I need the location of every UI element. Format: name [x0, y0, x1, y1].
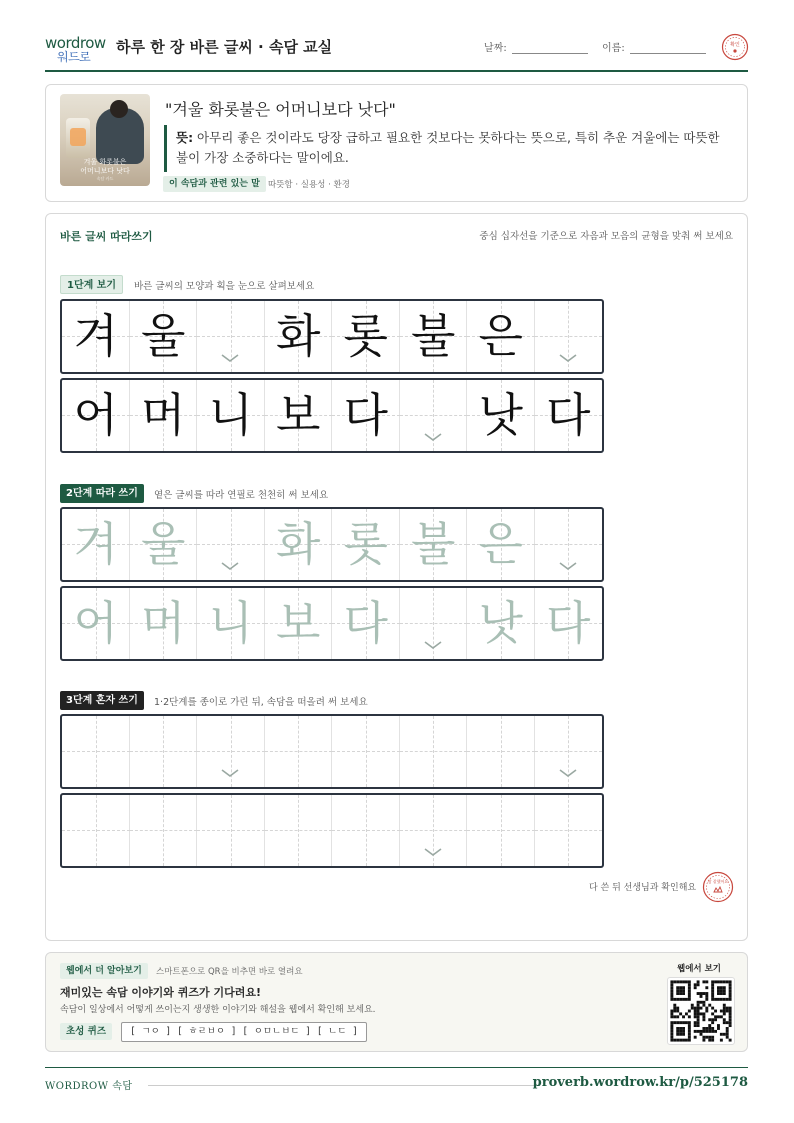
grid-cell[interactable]: [467, 716, 535, 787]
name-label: 이름:: [602, 43, 625, 54]
grid-cell[interactable]: [400, 795, 468, 866]
practice-hint: 중심 십자선을 기준으로 자음과 모음의 균형을 맞춰 써 보세요: [479, 231, 733, 242]
grid-cell[interactable]: [62, 716, 130, 787]
grid-cell: [197, 301, 265, 372]
promo-hint: 스마트폰으로 QR을 비추면 바로 열려요: [156, 967, 303, 977]
model-character: 겨: [73, 309, 118, 363]
proverb-text: "겨울 화롯불은 어머니보다 낫다": [165, 100, 396, 119]
page-title: 하루 한 장 바른 글씨 · 속담 교실: [116, 38, 333, 56]
grid-cell[interactable]: [400, 509, 468, 580]
grid-cell[interactable]: [400, 588, 468, 659]
space-mark-icon: [559, 561, 577, 571]
trace-character: 울: [141, 517, 186, 571]
illustration-subcaption: 속담 카드: [96, 176, 114, 181]
heater-glow: [70, 128, 86, 146]
trace-character: 롯: [343, 517, 388, 571]
step2-row-1[interactable]: [60, 507, 604, 582]
grid-cell[interactable]: [265, 509, 333, 580]
trace-character: 겨: [73, 517, 118, 571]
grid-cell[interactable]: [265, 716, 333, 787]
grid-cell[interactable]: [130, 795, 198, 866]
space-mark-icon: [221, 768, 239, 778]
footer-brand: WORDROW 속담: [45, 1081, 133, 1092]
step2-desc: 옅은 글씨를 따라 연필로 천천히 써 보세요: [154, 490, 329, 501]
grid-cell[interactable]: [62, 509, 130, 580]
model-character: 니: [208, 388, 253, 442]
logo-korean: 워드로: [57, 50, 91, 64]
grid-cell: [197, 380, 265, 451]
related-tags: 따뜻함 · 실용성 · 환경: [268, 180, 350, 190]
grid-cell[interactable]: [535, 716, 603, 787]
step2-label: 2단계 따라 쓰기: [60, 484, 144, 503]
grid-cell[interactable]: [467, 588, 535, 659]
model-character: 롯: [343, 309, 388, 363]
model-character: 보: [276, 388, 321, 442]
web-promo-box: [45, 952, 748, 1052]
space-mark-icon: [559, 353, 577, 363]
model-character: 낫: [478, 388, 523, 442]
trace-character: 보: [276, 596, 321, 650]
grid-cell[interactable]: [197, 716, 265, 787]
quiz-label: 초성 퀴즈: [60, 1023, 112, 1040]
proverb-card: [45, 84, 748, 202]
step3-row-1[interactable]: [60, 714, 604, 789]
step3-row-2[interactable]: [60, 793, 604, 868]
trace-character: 니: [208, 596, 253, 650]
page-footer: [45, 1067, 748, 1097]
meaning-accent-bar: [164, 125, 167, 172]
grid-cell: [535, 301, 603, 372]
model-character: 다: [343, 388, 388, 442]
trace-character: 다: [343, 596, 388, 650]
meaning-label: 뜻:: [176, 130, 194, 145]
model-character: 은: [478, 309, 523, 363]
step1-row-1: [60, 299, 604, 374]
grid-cell: [332, 380, 400, 451]
grid-cell[interactable]: [197, 509, 265, 580]
grid-cell[interactable]: [197, 588, 265, 659]
meaning-block: [176, 128, 731, 168]
qr-code-icon[interactable]: [667, 977, 735, 1045]
related-label: 이 속담과 관련 있는 말: [163, 176, 266, 192]
name-field[interactable]: [630, 53, 706, 54]
grid-cell[interactable]: [332, 588, 400, 659]
grid-cell[interactable]: [332, 795, 400, 866]
grid-cell: [130, 301, 198, 372]
grid-cell[interactable]: [197, 795, 265, 866]
stamp-bottom-text: 참 잘했어요: [707, 879, 729, 884]
grid-cell[interactable]: [130, 509, 198, 580]
grid-cell[interactable]: [535, 509, 603, 580]
trace-character: 화: [276, 517, 321, 571]
grid-cell: [332, 301, 400, 372]
person-head: [110, 100, 128, 118]
date-label: 날짜:: [484, 43, 507, 54]
practice-title: 바른 글씨 따라쓰기: [60, 230, 153, 243]
grid-cell: [265, 301, 333, 372]
model-character: 머: [141, 388, 186, 442]
step3-desc: 1·2단계를 종이로 가린 뒤, 속담을 떠올려 써 보세요: [154, 697, 368, 708]
grid-cell[interactable]: [467, 509, 535, 580]
stamp-top-text: 확인: [730, 42, 740, 48]
grid-cell[interactable]: [62, 795, 130, 866]
space-mark-icon: [221, 353, 239, 363]
chosung-quiz: [ ㄱㅇ ] [ ㅎㄹㅂㅇ ] [ ㅇㅁㄴㅂㄷ ] [ ㄴㄷ ]: [121, 1022, 367, 1042]
promo-title: 재미있는 속담 이야기와 퀴즈가 기다려요!: [60, 986, 261, 999]
grid-cell: [400, 301, 468, 372]
space-mark-icon: [424, 432, 442, 442]
footer-url[interactable]: proverb.wordrow.kr/p/525178: [532, 1075, 748, 1090]
grid-cell[interactable]: [130, 716, 198, 787]
step1-label: 1단계 보기: [60, 275, 123, 294]
step1-desc: 바른 글씨의 모양과 획을 눈으로 살펴보세요: [134, 281, 315, 292]
grid-cell: [467, 380, 535, 451]
step2-row-2[interactable]: [60, 586, 604, 661]
grid-cell[interactable]: [535, 795, 603, 866]
logo-latin: wordrow: [45, 34, 106, 52]
meaning-text: 아무리 좋은 것이라도 당장 급하고 필요한 것보다는 못하다는 뜻으로, 특히 추운 겨울에는 따뜻한 불이 가장 소중하다는 말이에요.: [176, 130, 720, 165]
step3-label: 3단계 혼자 쓰기: [60, 691, 144, 710]
teacher-check-note: 다 쓴 뒤 선생님과 확인해요: [589, 883, 697, 893]
wordrow-logo: [45, 34, 107, 62]
grid-cell: [400, 380, 468, 451]
illustration-caption-text: 겨울 화롯불은 어머니보다 낫다: [80, 158, 130, 175]
grid-cell[interactable]: [332, 716, 400, 787]
promo-desc: 속담이 일상에서 어떻게 쓰이는지 생생한 이야기와 해설을 웹에서 확인해 보세요.: [60, 1005, 376, 1015]
web-view-label: 웹에서 보기: [677, 964, 722, 974]
page-header: [45, 28, 748, 72]
promo-badge: 웹에서 더 알아보기: [60, 963, 148, 979]
grid-cell: [467, 301, 535, 372]
trace-character: 다: [546, 596, 591, 650]
grid-cell[interactable]: [265, 588, 333, 659]
grid-cell: [265, 380, 333, 451]
space-mark-icon: [221, 561, 239, 571]
space-mark-icon: [424, 847, 442, 857]
model-character: 다: [546, 388, 591, 442]
grid-cell[interactable]: [400, 716, 468, 787]
model-character: 불: [411, 309, 456, 363]
grid-cell[interactable]: [332, 509, 400, 580]
space-mark-icon: [559, 768, 577, 778]
good-job-stamp-icon: [702, 871, 734, 903]
trace-character: 머: [141, 596, 186, 650]
date-field[interactable]: [512, 53, 588, 54]
grid-cell: [130, 380, 198, 451]
trace-character: 불: [411, 517, 456, 571]
footer-divider: [148, 1085, 540, 1086]
grid-cell: [535, 380, 603, 451]
trace-character: 어: [73, 596, 118, 650]
grid-cell[interactable]: [62, 588, 130, 659]
proverb-illustration: [60, 94, 150, 186]
space-mark-icon: [424, 640, 442, 650]
grid-cell[interactable]: [535, 588, 603, 659]
grid-cell[interactable]: [130, 588, 198, 659]
grid-cell[interactable]: [265, 795, 333, 866]
illustration-caption: [60, 158, 150, 176]
trace-character: 낫: [478, 596, 523, 650]
trace-character: 은: [478, 517, 523, 571]
grid-cell[interactable]: [467, 795, 535, 866]
grid-cell: [62, 380, 130, 451]
step1-row-2: [60, 378, 604, 453]
model-character: 화: [276, 309, 321, 363]
confirm-stamp-icon: [721, 33, 749, 61]
model-character: 어: [73, 388, 118, 442]
grid-cell: [62, 301, 130, 372]
model-character: 울: [141, 309, 186, 363]
